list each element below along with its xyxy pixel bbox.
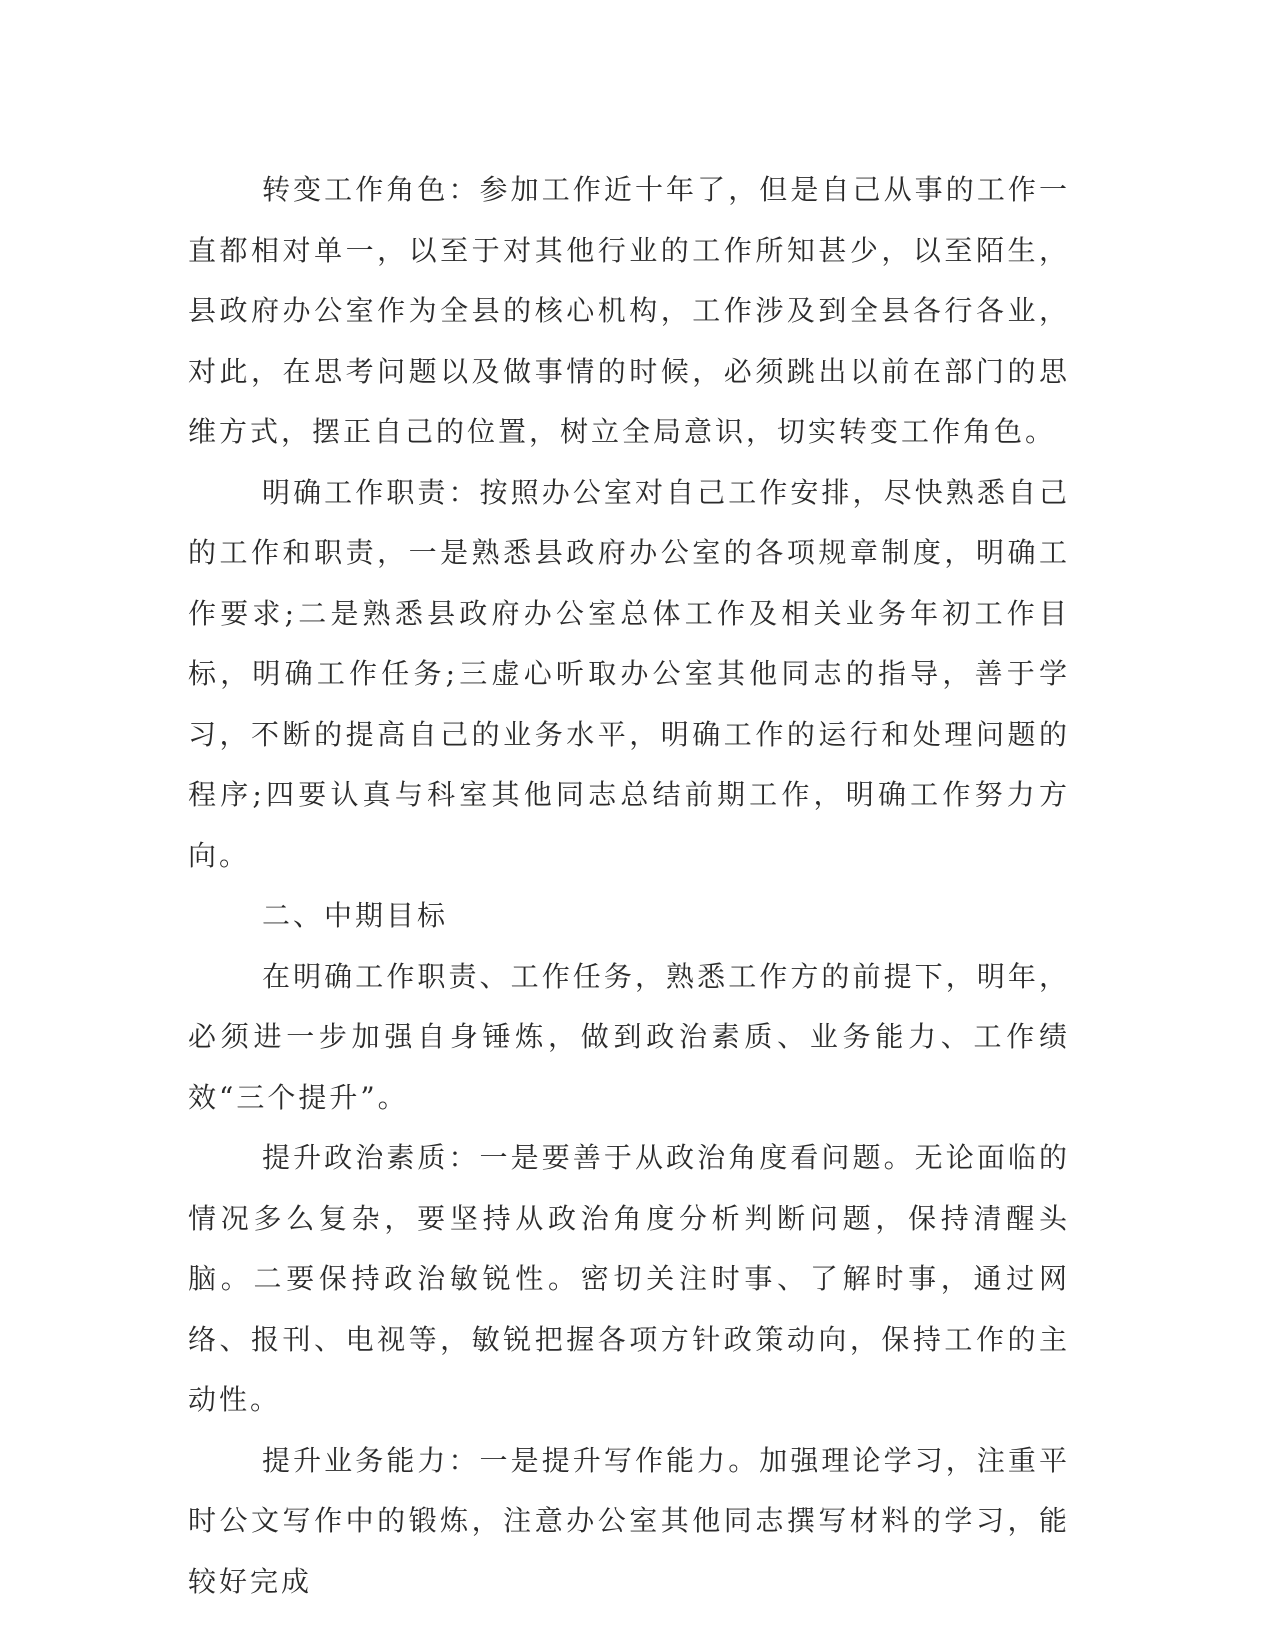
paragraph-three-improvements: 在明确工作职责、工作任务，熟悉工作方的前提下，明年，必须进一步加强自身锤炼，做到政治素质、业务能力、工作绩效“三个提升”。 [188, 959, 1070, 1114]
paragraph-political-quality: 提升政治素质：一是要善于从政治角度看问题。无论面临的情况多么复杂，要坚持从政治角度分析判断问题，保持清醒头脑。二要保持政治敏锐性。密切关注时事、了解时事，通过网络、报刊、电视等，敏锐把握各项方针政策动向，保持工作的主动性。 [188, 1141, 1070, 1416]
paragraph-clarify-duties: 明确工作职责：按照办公室对自己工作安排，尽快熟悉自己的工作和职责，一是熟悉县政府办公室的各项规章制度，明确工作要求;二是熟悉县政府办公室总体工作及相关业务年初工作目标，明确工作任务;三虚心听取办公室其他同志的指导，善于学习，不断的提高自己的业务水平，明确工作的运行和处理问题的程序;四要认真与科室其他同志总结前期工作，明确工作努力方向。 [188, 475, 1070, 872]
document-body [188, 160, 1070, 1612]
paragraph-business-ability: 提升业务能力：一是提升写作能力。加强理论学习，注重平时公文写作中的锻炼，注意办公室其他同志撰写材料的学习，能较好完成 [188, 1443, 1070, 1598]
paragraph-change-work-role: 转变工作角色：参加工作近十年了，但是自己从事的工作一直都相对单一，以至于对其他行业的工作所知甚少，以至陌生，县政府办公室作为全县的核心机构，工作涉及到全县各行各业，对此，在思考问题以及做事情的时候，必须跳出以前在部门的思维方式，摆正自己的位置，树立全局意识，切实转变工作角色。 [188, 173, 1070, 448]
section-heading-mid-term-goals: 二、中期目标 [262, 899, 449, 932]
